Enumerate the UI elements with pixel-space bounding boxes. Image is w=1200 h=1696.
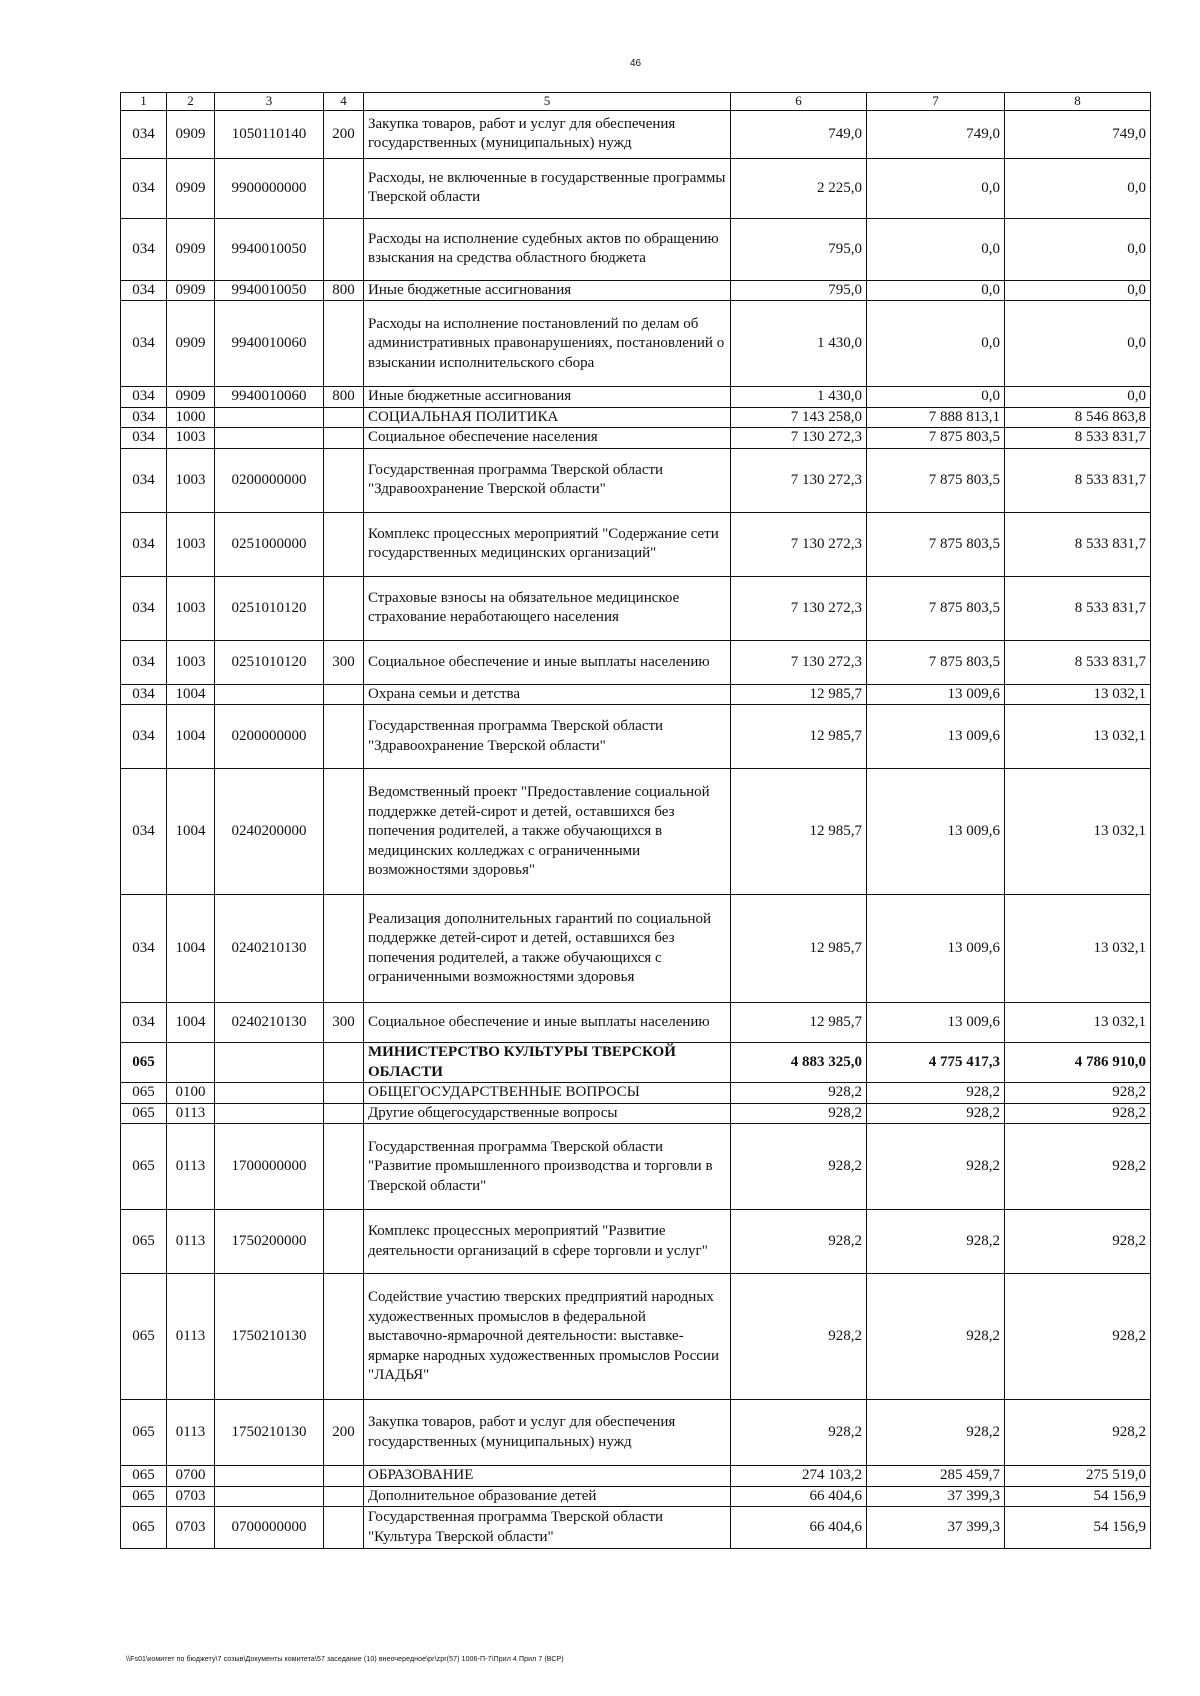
cell-description: Другие общегосударственные вопросы	[364, 1103, 731, 1124]
column-header: 7	[867, 93, 1005, 111]
cell-department-code: 034	[121, 387, 167, 408]
cell-expense-type	[324, 1486, 364, 1507]
cell-description: Государственная программа Тверской области "Здравоохранение Тверской области"	[364, 705, 731, 769]
cell-target-article: 0200000000	[215, 448, 324, 512]
table-row	[121, 1043, 1151, 1083]
cell-amount-year-2: 7 875 803,5	[867, 512, 1005, 576]
cell-amount-year-3: 13 032,1	[1005, 1003, 1151, 1043]
cell-department-code: 034	[121, 895, 167, 1003]
cell-amount-year-3: 8 533 831,7	[1005, 640, 1151, 684]
cell-department-code: 065	[121, 1103, 167, 1124]
cell-amount-year-1: 12 985,7	[731, 1003, 867, 1043]
column-header: 8	[1005, 93, 1151, 111]
cell-description: Социальное обеспечение населения	[364, 428, 731, 449]
cell-amount-year-3: 8 546 863,8	[1005, 407, 1151, 428]
cell-amount-year-1: 795,0	[731, 218, 867, 280]
cell-description: Комплекс процессных мероприятий "Развитие деятельности организаций в сфере торговли и услуг"	[364, 1210, 731, 1274]
cell-target-article: 9940010060	[215, 301, 324, 387]
cell-amount-year-3: 8 533 831,7	[1005, 448, 1151, 512]
cell-section-code: 1004	[167, 705, 215, 769]
cell-amount-year-3: 928,2	[1005, 1400, 1151, 1466]
cell-expense-type	[324, 1466, 364, 1487]
cell-description: МИНИСТЕРСТВО КУЛЬТУРЫ ТВЕРСКОЙ ОБЛАСТИ	[364, 1043, 731, 1083]
cell-expense-type	[324, 1124, 364, 1210]
cell-amount-year-1: 1 430,0	[731, 301, 867, 387]
cell-amount-year-1: 928,2	[731, 1400, 867, 1466]
cell-description: Расходы, не включенные в государственные программы Тверской области	[364, 158, 731, 218]
cell-amount-year-1: 66 404,6	[731, 1486, 867, 1507]
cell-amount-year-3: 0,0	[1005, 280, 1151, 301]
cell-amount-year-1: 7 130 272,3	[731, 428, 867, 449]
cell-section-code: 0909	[167, 218, 215, 280]
cell-description: ОБЩЕГОСУДАРСТВЕННЫЕ ВОПРОСЫ	[364, 1083, 731, 1104]
cell-amount-year-2: 13 009,6	[867, 1003, 1005, 1043]
cell-description: Страховые взносы на обязательное медицинское страхование неработающего населения	[364, 576, 731, 640]
cell-description: Расходы на исполнение постановлений по делам об административных правонарушениях, постановлений о взыскании исполнительского сбора	[364, 301, 731, 387]
cell-section-code: 0703	[167, 1486, 215, 1507]
cell-description: Иные бюджетные ассигнования	[364, 387, 731, 408]
cell-section-code: 1003	[167, 576, 215, 640]
cell-department-code: 034	[121, 218, 167, 280]
table-body	[121, 110, 1151, 1549]
table-row	[121, 1400, 1151, 1466]
cell-department-code: 065	[121, 1083, 167, 1104]
column-header: 3	[215, 93, 324, 111]
cell-amount-year-2: 13 009,6	[867, 895, 1005, 1003]
cell-section-code: 1000	[167, 407, 215, 428]
table-row	[121, 1507, 1151, 1549]
cell-amount-year-3: 54 156,9	[1005, 1507, 1151, 1549]
cell-description: Государственная программа Тверской области "Развитие промышленного производства и торговли в Тверской области"	[364, 1124, 731, 1210]
table-row	[121, 1274, 1151, 1400]
cell-department-code: 034	[121, 301, 167, 387]
cell-expense-type	[324, 1210, 364, 1274]
cell-description: Социальное обеспечение и иные выплаты населению	[364, 1003, 731, 1043]
cell-amount-year-2: 749,0	[867, 110, 1005, 158]
column-header: 1	[121, 93, 167, 111]
cell-amount-year-2: 37 399,3	[867, 1486, 1005, 1507]
cell-amount-year-2: 13 009,6	[867, 705, 1005, 769]
cell-amount-year-2: 7 888 813,1	[867, 407, 1005, 428]
cell-amount-year-1: 12 985,7	[731, 769, 867, 895]
cell-amount-year-1: 12 985,7	[731, 684, 867, 705]
cell-expense-type	[324, 1043, 364, 1083]
cell-expense-type	[324, 895, 364, 1003]
column-number-row	[121, 93, 1151, 111]
cell-expense-type	[324, 407, 364, 428]
table-row	[121, 110, 1151, 158]
cell-section-code: 0113	[167, 1103, 215, 1124]
cell-expense-type	[324, 1507, 364, 1549]
column-header: 6	[731, 93, 867, 111]
table-row	[121, 1210, 1151, 1274]
cell-target-article	[215, 684, 324, 705]
cell-amount-year-3: 8 533 831,7	[1005, 576, 1151, 640]
page-number: 46	[630, 58, 642, 69]
cell-expense-type	[324, 512, 364, 576]
table-row	[121, 640, 1151, 684]
cell-amount-year-3: 0,0	[1005, 218, 1151, 280]
cell-section-code: 1003	[167, 512, 215, 576]
cell-target-article: 0251000000	[215, 512, 324, 576]
cell-amount-year-2: 0,0	[867, 280, 1005, 301]
cell-target-article	[215, 407, 324, 428]
cell-target-article: 0200000000	[215, 705, 324, 769]
cell-department-code: 034	[121, 684, 167, 705]
cell-expense-type	[324, 218, 364, 280]
cell-amount-year-1: 4 883 325,0	[731, 1043, 867, 1083]
cell-amount-year-2: 4 775 417,3	[867, 1043, 1005, 1083]
cell-target-article: 9940010050	[215, 280, 324, 301]
cell-expense-type: 300	[324, 640, 364, 684]
cell-description: Закупка товаров, работ и услуг для обеспечения государственных (муниципальных) нужд	[364, 110, 731, 158]
cell-amount-year-1: 7 130 272,3	[731, 448, 867, 512]
cell-amount-year-3: 749,0	[1005, 110, 1151, 158]
cell-amount-year-2: 7 875 803,5	[867, 448, 1005, 512]
cell-amount-year-1: 749,0	[731, 110, 867, 158]
cell-section-code: 0113	[167, 1210, 215, 1274]
cell-section-code: 0100	[167, 1083, 215, 1104]
cell-amount-year-1: 66 404,6	[731, 1507, 867, 1549]
cell-department-code: 034	[121, 576, 167, 640]
cell-department-code: 034	[121, 1003, 167, 1043]
cell-section-code: 0700	[167, 1466, 215, 1487]
cell-department-code: 034	[121, 705, 167, 769]
cell-expense-type	[324, 158, 364, 218]
table-row	[121, 428, 1151, 449]
cell-section-code: 0909	[167, 280, 215, 301]
cell-amount-year-3: 8 533 831,7	[1005, 428, 1151, 449]
table-row	[121, 387, 1151, 408]
cell-description: Иные бюджетные ассигнования	[364, 280, 731, 301]
cell-amount-year-2: 928,2	[867, 1210, 1005, 1274]
cell-expense-type	[324, 769, 364, 895]
cell-amount-year-1: 7 143 258,0	[731, 407, 867, 428]
column-header: 4	[324, 93, 364, 111]
cell-amount-year-1: 795,0	[731, 280, 867, 301]
cell-department-code: 034	[121, 158, 167, 218]
table-row	[121, 1083, 1151, 1104]
cell-section-code: 0909	[167, 158, 215, 218]
cell-amount-year-2: 285 459,7	[867, 1466, 1005, 1487]
cell-description: Ведомственный проект "Предоставление социальной поддержке детей-сирот и детей, оставшихся без попечения родителей, а также обучающихся в медицинских колледжах с ограниченными возможностями здоровья"	[364, 769, 731, 895]
cell-expense-type: 800	[324, 387, 364, 408]
cell-expense-type	[324, 1274, 364, 1400]
cell-amount-year-3: 13 032,1	[1005, 895, 1151, 1003]
cell-department-code: 065	[121, 1124, 167, 1210]
cell-amount-year-3: 928,2	[1005, 1083, 1151, 1104]
cell-amount-year-1: 12 985,7	[731, 705, 867, 769]
cell-amount-year-1: 12 985,7	[731, 895, 867, 1003]
cell-amount-year-1: 2 225,0	[731, 158, 867, 218]
cell-amount-year-2: 928,2	[867, 1083, 1005, 1104]
cell-department-code: 065	[121, 1466, 167, 1487]
cell-amount-year-2: 7 875 803,5	[867, 428, 1005, 449]
cell-target-article: 1700000000	[215, 1124, 324, 1210]
cell-target-article: 9940010060	[215, 387, 324, 408]
cell-target-article: 9900000000	[215, 158, 324, 218]
cell-target-article: 0240210130	[215, 895, 324, 1003]
column-header: 5	[364, 93, 731, 111]
cell-description: Расходы на исполнение судебных актов по обращению взыскания на средства областного бюджета	[364, 218, 731, 280]
cell-department-code: 065	[121, 1210, 167, 1274]
cell-department-code: 034	[121, 769, 167, 895]
table-row	[121, 1486, 1151, 1507]
cell-expense-type	[324, 684, 364, 705]
cell-description: ОБРАЗОВАНИЕ	[364, 1466, 731, 1487]
cell-description: Комплекс процессных мероприятий "Содержание сети государственных медицинских организаций"	[364, 512, 731, 576]
cell-expense-type	[324, 301, 364, 387]
table-row	[121, 895, 1151, 1003]
cell-department-code: 034	[121, 428, 167, 449]
cell-amount-year-1: 274 103,2	[731, 1466, 867, 1487]
cell-target-article: 1750200000	[215, 1210, 324, 1274]
cell-amount-year-3: 0,0	[1005, 387, 1151, 408]
table-row	[121, 280, 1151, 301]
cell-section-code: 1004	[167, 684, 215, 705]
cell-target-article: 0240200000	[215, 769, 324, 895]
cell-amount-year-1: 928,2	[731, 1124, 867, 1210]
cell-amount-year-3: 54 156,9	[1005, 1486, 1151, 1507]
table-row	[121, 705, 1151, 769]
cell-department-code: 065	[121, 1274, 167, 1400]
cell-amount-year-3: 928,2	[1005, 1210, 1151, 1274]
cell-section-code: 0113	[167, 1124, 215, 1210]
cell-department-code: 034	[121, 640, 167, 684]
cell-amount-year-1: 7 130 272,3	[731, 512, 867, 576]
table-row	[121, 218, 1151, 280]
cell-target-article: 0251010120	[215, 576, 324, 640]
cell-target-article: 1750210130	[215, 1274, 324, 1400]
cell-section-code: 1003	[167, 428, 215, 449]
cell-amount-year-1: 1 430,0	[731, 387, 867, 408]
cell-description: Дополнительное образование детей	[364, 1486, 731, 1507]
cell-target-article	[215, 1043, 324, 1083]
cell-section-code: 0113	[167, 1400, 215, 1466]
cell-amount-year-2: 928,2	[867, 1103, 1005, 1124]
cell-section-code: 0909	[167, 301, 215, 387]
cell-section-code: 1003	[167, 448, 215, 512]
cell-department-code: 034	[121, 280, 167, 301]
cell-description: СОЦИАЛЬНАЯ ПОЛИТИКА	[364, 407, 731, 428]
table-row	[121, 684, 1151, 705]
cell-target-article	[215, 1466, 324, 1487]
cell-amount-year-1: 7 130 272,3	[731, 640, 867, 684]
cell-description: Закупка товаров, работ и услуг для обеспечения государственных (муниципальных) нужд	[364, 1400, 731, 1466]
cell-amount-year-2: 13 009,6	[867, 684, 1005, 705]
cell-expense-type	[324, 576, 364, 640]
table-row	[121, 301, 1151, 387]
cell-amount-year-2: 0,0	[867, 158, 1005, 218]
cell-section-code: 1004	[167, 895, 215, 1003]
cell-section-code: 0703	[167, 1507, 215, 1549]
cell-amount-year-3: 0,0	[1005, 158, 1151, 218]
cell-department-code: 065	[121, 1507, 167, 1549]
cell-target-article: 1750210130	[215, 1400, 324, 1466]
cell-amount-year-3: 275 519,0	[1005, 1466, 1151, 1487]
cell-amount-year-1: 7 130 272,3	[731, 576, 867, 640]
cell-amount-year-3: 928,2	[1005, 1274, 1151, 1400]
cell-section-code: 0113	[167, 1274, 215, 1400]
cell-department-code: 034	[121, 407, 167, 428]
table-row	[121, 158, 1151, 218]
cell-amount-year-3: 13 032,1	[1005, 769, 1151, 895]
cell-department-code: 065	[121, 1486, 167, 1507]
cell-description: Государственная программа Тверской области "Здравоохранение Тверской области"	[364, 448, 731, 512]
cell-section-code: 1003	[167, 640, 215, 684]
table-row	[121, 1124, 1151, 1210]
cell-description: Содействие участию тверских предприятий народных художественных промыслов в федеральной выставочно-ярмарочной деятельности: выставке-ярмарке народных художественных промыслов России "ЛАДЬЯ"	[364, 1274, 731, 1400]
cell-amount-year-1: 928,2	[731, 1103, 867, 1124]
cell-target-article: 0700000000	[215, 1507, 324, 1549]
cell-expense-type: 200	[324, 110, 364, 158]
cell-amount-year-2: 13 009,6	[867, 769, 1005, 895]
cell-description: Охрана семьи и детства	[364, 684, 731, 705]
cell-amount-year-3: 8 533 831,7	[1005, 512, 1151, 576]
cell-section-code: 1004	[167, 1003, 215, 1043]
cell-section-code: 1004	[167, 769, 215, 895]
cell-amount-year-2: 37 399,3	[867, 1507, 1005, 1549]
cell-expense-type	[324, 428, 364, 449]
cell-target-article	[215, 1103, 324, 1124]
cell-amount-year-2: 928,2	[867, 1274, 1005, 1400]
cell-department-code: 034	[121, 512, 167, 576]
cell-target-article	[215, 1486, 324, 1507]
cell-department-code: 065	[121, 1400, 167, 1466]
cell-description: Социальное обеспечение и иные выплаты населению	[364, 640, 731, 684]
cell-amount-year-2: 7 875 803,5	[867, 576, 1005, 640]
cell-target-article: 0240210130	[215, 1003, 324, 1043]
cell-expense-type: 200	[324, 1400, 364, 1466]
cell-expense-type: 300	[324, 1003, 364, 1043]
cell-target-article	[215, 1083, 324, 1104]
cell-amount-year-3: 0,0	[1005, 301, 1151, 387]
cell-amount-year-3: 13 032,1	[1005, 705, 1151, 769]
cell-amount-year-2: 0,0	[867, 218, 1005, 280]
cell-amount-year-1: 928,2	[731, 1274, 867, 1400]
column-header: 2	[167, 93, 215, 111]
cell-amount-year-3: 928,2	[1005, 1124, 1151, 1210]
table-row	[121, 1103, 1151, 1124]
cell-description: Реализация дополнительных гарантий по социальной поддержке детей-сирот и детей, оставшихся без попечения родителей, а также обучающихся с ограниченными возможностями здоровья	[364, 895, 731, 1003]
cell-section-code	[167, 1043, 215, 1083]
cell-amount-year-2: 0,0	[867, 387, 1005, 408]
table-row	[121, 512, 1151, 576]
table-row	[121, 1466, 1151, 1487]
cell-department-code: 034	[121, 448, 167, 512]
cell-target-article: 0251010120	[215, 640, 324, 684]
table-row	[121, 769, 1151, 895]
cell-target-article: 1050110140	[215, 110, 324, 158]
cell-expense-type	[324, 1103, 364, 1124]
file-path-footer: \\Fs01\комитет по бюджету\7 созыв\Документы комитета\57 заседание (10) внеочередное\pr\zpr(57) 1006-П-7\Прил 4 Прил 7 (ВСР)	[126, 1656, 564, 1663]
table-row	[121, 407, 1151, 428]
cell-amount-year-2: 7 875 803,5	[867, 640, 1005, 684]
cell-amount-year-1: 928,2	[731, 1083, 867, 1104]
cell-amount-year-3: 13 032,1	[1005, 684, 1151, 705]
cell-amount-year-2: 0,0	[867, 301, 1005, 387]
cell-amount-year-2: 928,2	[867, 1400, 1005, 1466]
table-row	[121, 1003, 1151, 1043]
budget-table	[120, 92, 1151, 1549]
cell-description: Государственная программа Тверской области "Культура Тверской области"	[364, 1507, 731, 1549]
cell-department-code: 034	[121, 110, 167, 158]
cell-amount-year-2: 928,2	[867, 1124, 1005, 1210]
cell-section-code: 0909	[167, 110, 215, 158]
cell-target-article: 9940010050	[215, 218, 324, 280]
table-row	[121, 448, 1151, 512]
cell-department-code: 065	[121, 1043, 167, 1083]
cell-expense-type	[324, 705, 364, 769]
table-row	[121, 576, 1151, 640]
cell-amount-year-3: 928,2	[1005, 1103, 1151, 1124]
cell-expense-type	[324, 448, 364, 512]
cell-amount-year-3: 4 786 910,0	[1005, 1043, 1151, 1083]
cell-expense-type: 800	[324, 280, 364, 301]
cell-section-code: 0909	[167, 387, 215, 408]
cell-target-article	[215, 428, 324, 449]
cell-expense-type	[324, 1083, 364, 1104]
cell-amount-year-1: 928,2	[731, 1210, 867, 1274]
